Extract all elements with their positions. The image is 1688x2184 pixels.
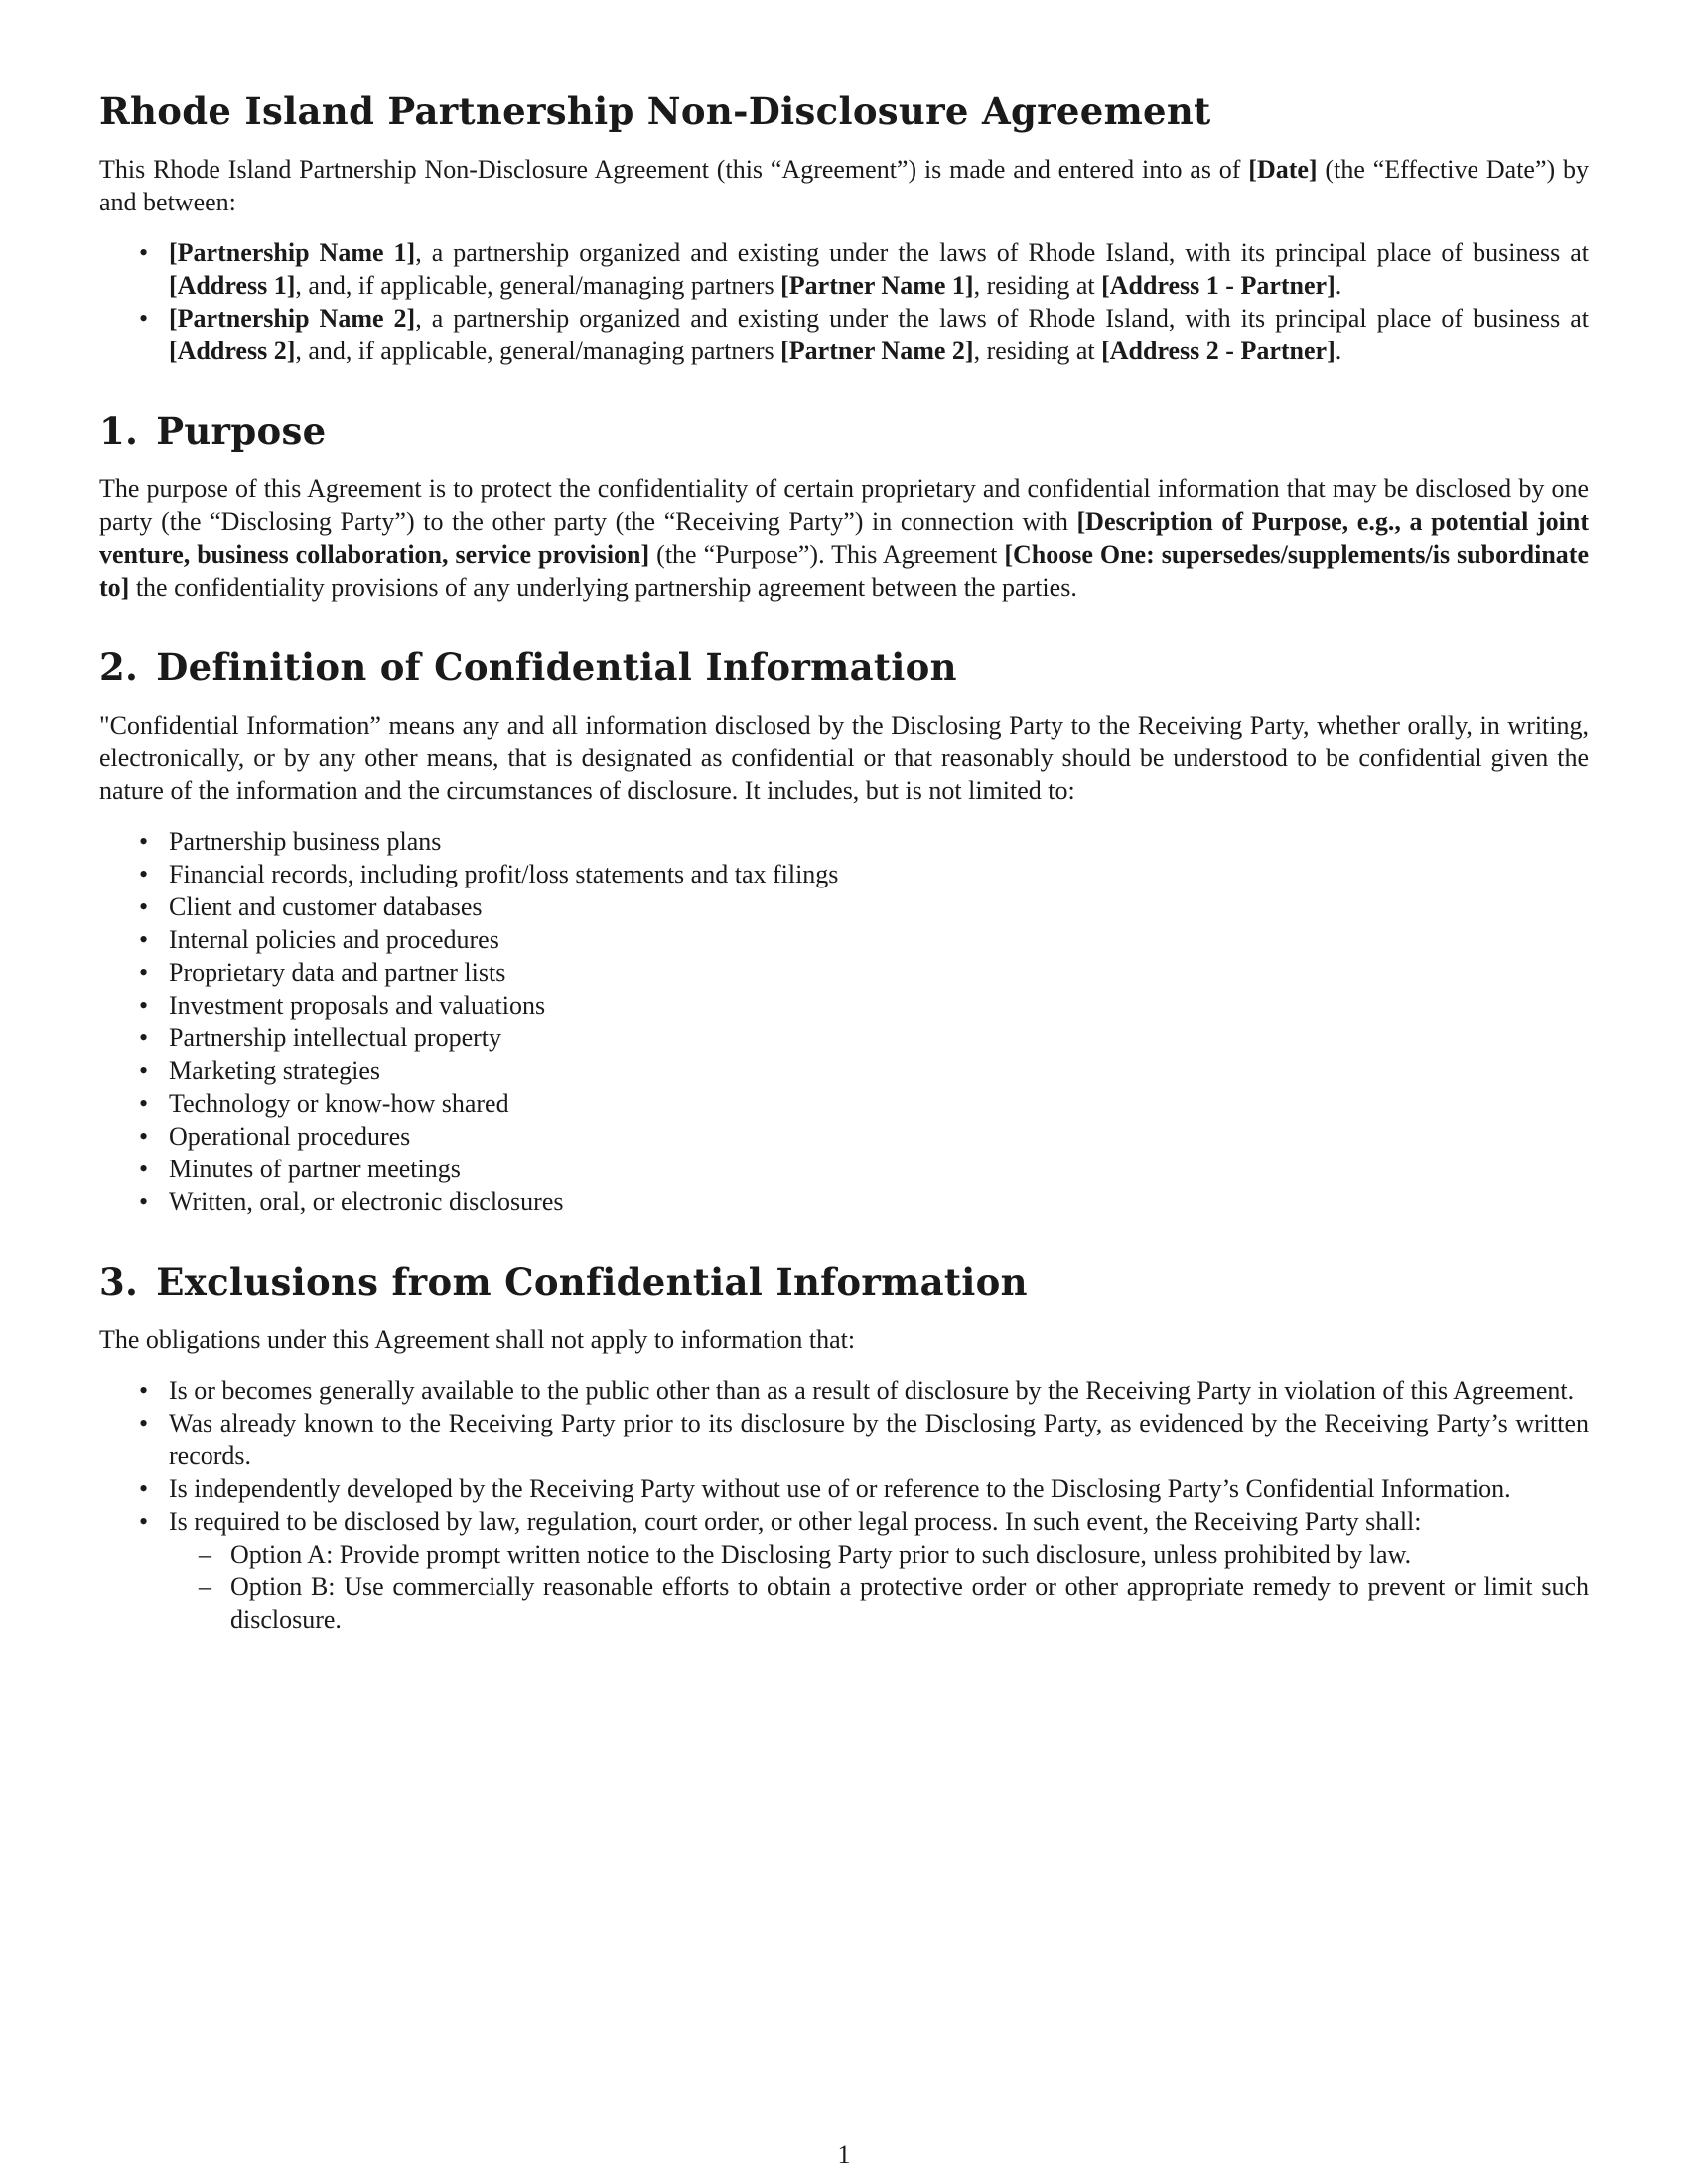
list-item: • Is required to be disclosed by law, regulation, court order, or other legal process. In such event, the Receiving Party shall: – Option A: Provide prompt written notice to the Disclosing Party prior to such disclosure, unless prohibited by law. – Option B: Use commercially reasonable efforts to obtain a protective order or other appropriate remedy to prevent or limit such disclosure. [99,1505,1589,1636]
exclusions-list [99,1374,1589,1636]
list-item: • Proprietary data and partner lists [99,956,1589,989]
disclosure-options-list [169,1538,1589,1636]
partner-name-placeholder: [Partner Name 2] [780,337,974,365]
section-heading-exclusions: 3. Exclusions from Confidential Information [99,1260,1028,1303]
partnership-name-placeholder: [Partnership Name 1] [169,238,416,267]
definition-paragraph: "Confidential Information” means any and all information disclosed by the Disclosing Party to the Receiving Party, whether orally, in writing, electronically, or by any other means, that is designated as confidential or that reasonably should be understood to be confidential given the nature of the information and the circumstances of disclosure. It includes, but is not limited to: [99,711,1589,805]
purpose-paragraph: The purpose of this Agreement is to protect the confidentiality of certain proprietary and confidential information that may be disclosed by one party (the “Disclosing Party”) to the other party (the “Receiving Party”) in connection with [Description of Purpose, e.g., a potential joint venture, business collaboration, service provision] (the “Purpose”). This Agreement [Choose One: supersedes/supplements/is subordinate to] the confidentiality provisions of any underlying partnership agreement between the parties. [99,475,1590,602]
section-number: 1. [99,409,139,453]
list-item: • Operational procedures [99,1120,1589,1153]
list-item: • Financial records, including profit/loss statements and tax filings [99,858,1589,890]
exclusions-paragraph: The obligations under this Agreement shall not apply to information that: [99,1325,856,1354]
section-heading-purpose: 1. Purpose [99,409,327,453]
section-number: 3. [99,1260,139,1303]
section-number: 2. [99,645,139,689]
list-item: • Investment proposals and valuations [99,989,1589,1022]
intro-paragraph: This Rhode Island Partnership Non-Disclosure Agreement (this “Agreement”) is made and entered into as of [Date] (the “Effective Date”) by and between: [99,155,1589,216]
list-item: • Is or becomes generally available to the public other than as a result of disclosure by the Receiving Party in violation of this Agreement. [99,1374,1589,1407]
address-placeholder: [Address 2] [169,337,296,365]
list-item: • Written, oral, or electronic disclosures [99,1185,1589,1218]
section-heading-definition: 2. Definition of Confidential Information [99,645,957,689]
partner-address-placeholder: [Address 2 - Partner] [1101,337,1336,365]
document-body [99,87,1589,1636]
option-item: – Option B: Use commercially reasonable efforts to obtain a protective order or other appropriate remedy to prevent or limit such disclosure. [169,1570,1589,1636]
partnership-name-placeholder: [Partnership Name 2] [169,304,416,333]
address-placeholder: [Address 1] [169,271,296,300]
list-item: • Partnership intellectual property [99,1022,1589,1054]
list-item: • Marketing strategies [99,1054,1589,1087]
option-item: – Option A: Provide prompt written notice to the Disclosing Party prior to such disclosure, unless prohibited by law. [169,1538,1589,1570]
purpose-placeholder: [Description of Purpose, e.g., a potential joint venture, business collaboration, service provision] [99,507,1590,569]
partner-name-placeholder: [Partner Name 1] [780,271,974,300]
parties-list [99,236,1589,367]
list-item: • Partnership business plans [99,825,1589,858]
partner-address-placeholder: [Address 1 - Partner] [1101,271,1336,300]
list-item: • Client and customer databases [99,890,1589,923]
party-item: • [Partnership Name 1], a partnership organized and existing under the laws of Rhode Island, with its principal place of business at [Address 1], and, if applicable, general/managing partners [Partner Name 1], residing at [Address 1 - Partner]. [99,236,1589,302]
list-item: • Was already known to the Receiving Party prior to its disclosure by the Disclosing Party, as evidenced by the Receiving Party’s written records. [99,1407,1589,1472]
list-item: • Is independently developed by the Receiving Party without use of or reference to the Disclosing Party’s Confidential Information. [99,1472,1589,1505]
list-item: • Minutes of partner meetings [99,1153,1589,1185]
party-item: • [Partnership Name 2], a partnership organized and existing under the laws of Rhode Island, with its principal place of business at [Address 2], and, if applicable, general/managing partners [Partner Name 2], residing at [Address 2 - Partner]. [99,302,1589,367]
document-title: Rhode Island Partnership Non-Disclosure Agreement [99,89,1211,133]
page-number: 1 [837,2140,851,2169]
list-item: • Internal policies and procedures [99,923,1589,956]
list-item: • Technology or know-how shared [99,1087,1589,1120]
date-placeholder: [Date] [1248,155,1318,184]
confidential-info-list [99,825,1589,1218]
choose-one-placeholder: [Choose One: supersedes/supplements/is subordinate to] [99,540,1589,602]
